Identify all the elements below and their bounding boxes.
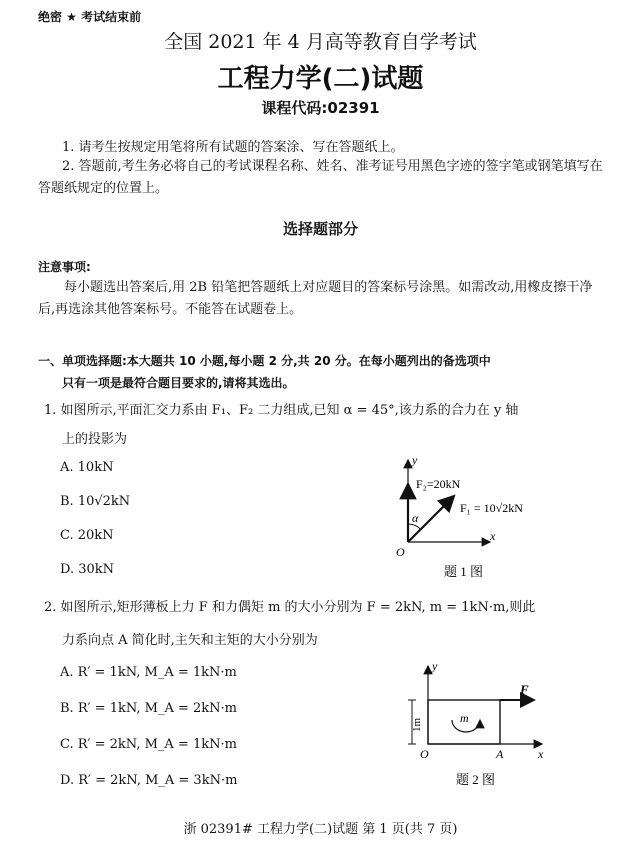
q2-caption: 题 2 图 [456, 772, 496, 787]
part1-heading: 一、单项选择题:本大题共 10 小题,每小题 2 分,共 20 分。在每小题列出的备选项中 [38, 354, 491, 368]
footer: 浙 02391# 工程力学(二)试题 第 1 页(共 7 页) [183, 822, 458, 837]
q1-origin-label: O [396, 545, 405, 559]
q2-f-label: F [520, 682, 529, 697]
q2-option-d: D. R′ = 2kN, M_A = 3kN·m [60, 773, 238, 788]
notice-text: 每小题选出答案后,用 2B 铅笔把答题纸上对应题目的答案标号涂黑。如需改动,用橡皮擦干净后,再选涂其他答案标号。不能答在试题卷上。 [38, 280, 593, 317]
section-title: 选择题部分 [282, 220, 358, 238]
q2-option-a: A. R′ = 1kN, M_A = 1kN·m [60, 665, 237, 680]
q1-stem-line2: 上的投影为 [62, 432, 128, 447]
notice-label: 注意事项: [38, 260, 91, 274]
q2-option-b: B. R′ = 1kN, M_A = 2kN·m [60, 701, 238, 716]
course-code: 课程代码:02391 [261, 99, 380, 117]
q1-y-label: y [412, 453, 418, 467]
secret-label: 绝密 ★ 考试结束前 [38, 10, 142, 24]
q2-stem-line1: 2. 如图所示,矩形薄板上力 F 和力偶矩 m 的大小分别为 F = 2kN, m = 1kN·m,则此 [44, 600, 536, 615]
q2-figure [402, 660, 562, 790]
q1-x-label: x [490, 529, 496, 543]
q2-option-c: C. R′ = 2kN, M_A = 1kN·m [60, 737, 237, 752]
q2-x-label: x [538, 747, 544, 761]
q2-dim-label: 1m [411, 717, 423, 732]
part1-heading-2: 只有一项是最符合题目要求的,请将其选出。 [62, 376, 295, 390]
q1-option-b: B. 10√2kN [60, 494, 131, 509]
q1-option-d: D. 30kN [60, 562, 115, 577]
q1-alpha-label: α [412, 511, 419, 525]
instruction-2: 2. 答题前,考生务必将自己的考试课程名称、姓名、准考证号用黑色字迹的签字笔或钢笔填写在答题纸规定的位置上。 [38, 159, 603, 196]
q2-origin-label: O [420, 747, 429, 761]
exam-title: 全国 2021 年 4 月高等教育自学考试 [164, 31, 477, 53]
q2-a-label: A [496, 747, 504, 761]
q1-option-a: A. 10kN [60, 460, 114, 475]
q1-f1-label: F₁ = 10√2kN [460, 501, 523, 515]
subject-title: 工程力学(二)试题 [217, 64, 424, 94]
q1-figure [380, 452, 580, 582]
q1-caption: 题 1 图 [444, 564, 484, 579]
q2-stem-line2: 力系向点 A 简化时,主矢和主矩的大小分别为 [62, 633, 318, 648]
q1-option-c: C. 20kN [60, 528, 114, 543]
q2-m-label: m [460, 711, 469, 725]
q1-stem-line1: 1. 如图所示,平面汇交力系由 F₁、F₂ 二力组成,已知 α = 45°,该力系的合力在 y 轴 [44, 403, 519, 418]
q2-y-label: y [432, 660, 438, 673]
q1-f2-label: F₂=20kN [416, 477, 461, 491]
instruction-1: 1. 请考生按规定用笔将所有试题的答案涂、写在答题纸上。 [62, 140, 404, 155]
